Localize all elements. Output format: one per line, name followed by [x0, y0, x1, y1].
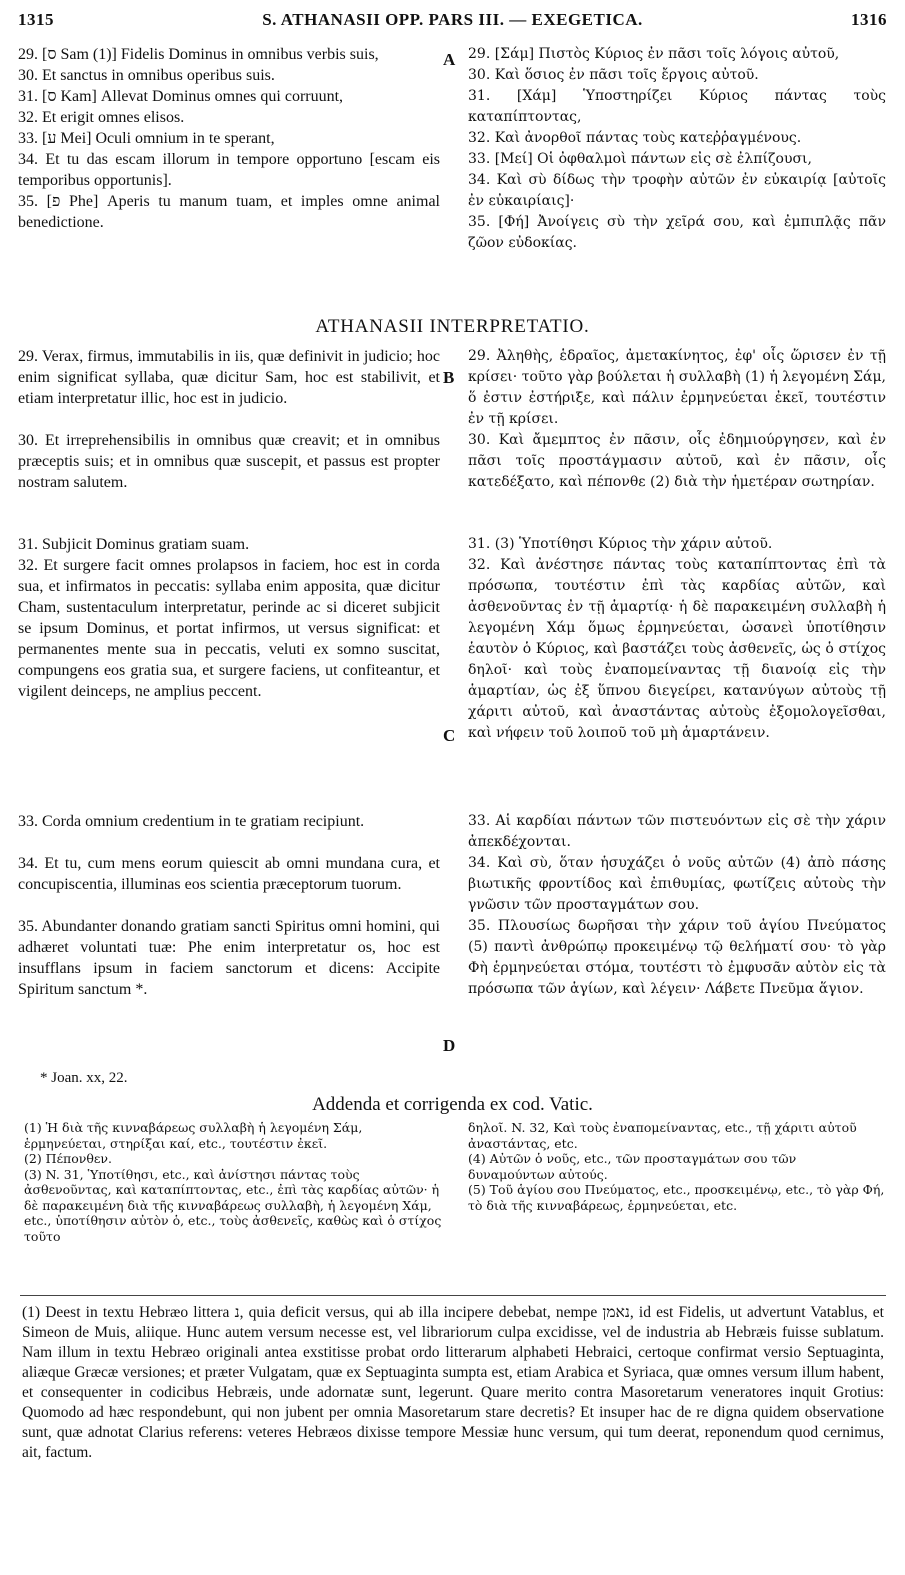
- greek-interp-32: 32. Καὶ ἀνέστησε πάντας τοὺς καταπίπτοντας ἐπὶ τὰ πρόσωπα, τουτέστιν ἐπὶ τὰς καρδίας αὐτῶν, καὶ ἀσθενοῦντας ἐν τῇ ἁμαρτίᾳ· ἡ δὲ παρακειμένη συλλαβὴ ἡ λεγομένη Χάμ ὅμως ἑρμηνεύεται, ὡσανεὶ ὑποτίθησιν ἑαυτὸν ὁ Κύριος, καὶ βαστάζει τοὺς ἀσθενεῖς, ὡς ὁ στίχος δηλοῖ· καὶ τοὺς ἐναπομείναντας τῇ διανοίᾳ εἰς τὴν ἁμαρτίαν, ὡς ἐξ ὕπνου διεγείρει, κατανύγων αὐτοὺς τῇ χάριτι αὐτοῦ, καὶ ἀναστάντας αὐτοὺς ἐξομολογεῖσθαι, καὶ νήφειν τοῦ λοιποῦ τοῦ μὴ ἁμαρτάνειν.: [468, 557, 886, 741]
- greek-verse-35: 35. [Φή] Ἀνοίγεις σὺ τὴν χεῖρά σου, καὶ ἐμπιπλᾷς πᾶν ζῶον εὐδοκίας.: [468, 214, 886, 251]
- footnote-divider: [20, 1295, 886, 1296]
- margin-marker-c: C: [443, 726, 456, 745]
- scripture-footnote: * Joan. xx, 22.: [40, 1070, 128, 1086]
- latin-verse-31: 31. [ס Kam] Allevat Dominus omnes qui corruunt,: [18, 88, 344, 105]
- latin-interp-32: 32. Et surgere facit omnes prolapsos in faciem, hoc est in corda sua, et infirmatos in peccatis: syllaba enim apposita, quæ dicitur Cham, sustentaculum interpretatur, perinde ac si diceret subjicit se ipsum Dominus, et portat infirmos, ut versus significat: et permanentes mente sua in peccatis, veluti ex somno suscitat, compungens eos gratia sua, et surgere faciens, ut confiteantur, et vigilent deinceps, ne amplius peccent.: [18, 557, 440, 700]
- greek-verse-34: 34. Καὶ σὺ δίδως τὴν τροφὴν αὐτῶν ἐν εὐκαιρίᾳ [αὐτοῖς ἐν εὐκαιρίαις]·: [468, 172, 886, 209]
- latin-interp-33: 33. Corda omnium credentium in te gratiam recipiunt.: [18, 813, 365, 830]
- latin-interp-30: 30. Et irreprehensibilis in omnibus quæ creavit; et in omnibus præceptis suis; et in omnibus quæ suscepit, et passus est propter nostram salutem.: [18, 432, 440, 491]
- running-header: [18, 10, 887, 38]
- latin-verse-35: 35. [פ Phe] Aperis tu manum tuam, et imples omne animal benedictione.: [18, 193, 440, 231]
- margin-marker-a: A: [443, 50, 456, 69]
- latin-verse-30: 30. Et sanctus in omnibus operibus suis.: [18, 67, 275, 84]
- running-title: S. ATHANASII OPP. PARS III. — EXEGETICA.: [262, 10, 643, 29]
- latin-interpretatio-column: [18, 346, 440, 1000]
- greek-verse-29: 29. [Σάμ] Πιστὸς Κύριος ἐν πᾶσι τοῖς λόγοις αὐτοῦ,: [468, 46, 840, 62]
- addenda-note-1: (1) Ἡ διὰ τῆς κινναβάρεως συλλαβὴ ἡ λεγομένη Σάμ, ἑρμηνεύεται, στηρίξαι καί, etc., τουτέστιν ἐκεῖ.: [24, 1120, 363, 1151]
- latin-verse-33: 33. [ע Mei] Oculi omnium in te sperant,: [18, 130, 275, 147]
- greek-interp-31: 31. (3) Ὑποτίθησι Κύριος τὴν χάριν αὐτοῦ.: [468, 536, 773, 552]
- addenda-note-3: (3) N. 31, Ὑποτίθησι, etc., καὶ ἀνίστησι πάντας τοὺς ἀσθενοῦντας, καὶ καταπίπτοντας, etc., ἐπὶ τὰς καρδίας αὐτῶν· ἡ δὲ παρακειμένη διὰ τῆς κινναβάρεως συλλαβὴ, ἡ λεγομένη Χάμ, etc., ὑποτίθησιν αὐτὸν ὁ, etc., τοὺς ἀσθενεῖς, καθὼς καὶ ὁ στίχος τοῦτο: [24, 1166, 442, 1244]
- latin-interp-31: 31. Subjicit Dominus gratiam suam.: [18, 536, 250, 553]
- addenda-right-column: [468, 1120, 886, 1213]
- editor-footnote: (1) Deest in textu Hebræo littera נ, quia deficit versus, qui ab illa incipere debebat, nempe נאמן, id est Fidelis, ut advertunt Vatablus, et Simeon de Muis, aliique. Hunc autem versum necesse est, vel librariorum culpa excidisse, vel de industria ab Hebræis fuisse sublatum. Nam illum in textu Hebræo originali antea exstitisse probat ordo litterarum alphabeti Hebraici, certoque confirmat versio Septuaginta, aliæque Græcæ versiones; et præter Vulgatam, quæ ex Septuaginta sumpta est, etiam Arabica et Syriaca, quæ omnes versum illum habent, et consequenter in codicibus Hebræis, unde adornatæ sunt, legerunt. Quare merito contra Masoretarum veneratores inquit Grotius: Quomodo ad hæc respondebunt, qui non jubent per omnia Masoretarum stare decretis? Et insuper hac de re digna quidem observatione sunt, quæ adnotat Clarius referens: veteres Hebræos dixisse tempore Messiæ hunc versum, qui tum deerat, reponendum quod cernimus, ait, factum.: [22, 1304, 884, 1461]
- latin-verse-34: 34. Et tu das escam illorum in tempore opportuno [escam eis temporibus opportunis].: [18, 151, 440, 189]
- greek-interpretatio-column: [468, 346, 886, 1000]
- addenda-note-3-cont: δηλοῖ. N. 32, Καὶ τοὺς ἐναπομείναντας, etc., τῇ χάριτι αὐτοῦ ἀναστάντας, etc.: [468, 1120, 857, 1151]
- latin-verse-32: 32. Et erigit omnes elisos.: [18, 109, 185, 126]
- addenda-heading: Addenda et corrigenda ex cod. Vatic.: [312, 1094, 593, 1115]
- margin-marker-d: D: [443, 1036, 456, 1055]
- latin-interp-35: 35. Abundanter donando gratiam sancti Spiritus omni homini, qui adhæret voluntati tuæ: Phe enim interpretatur os, hoc est insufflans ipsum in faciem sanctorum et dicens: Accipite Spiritum sanctum *.: [18, 918, 440, 998]
- page-number-right: 1316: [851, 10, 887, 29]
- greek-verse-32: 32. Καὶ ἀνορθοῖ πάντας τοὺς κατεῤῥαγμένους.: [468, 130, 802, 146]
- latin-interp-29: 29. Verax, firmus, immutabilis in iis, quæ definivit in judicio; hoc enim significat syllaba, quæ dicitur Sam, hoc est stabilivit, et etiam interpretatur illic, hoc est in judicio.: [18, 348, 440, 407]
- greek-interp-34: 34. Καὶ σὺ, ὅταν ἡσυχάζει ὁ νοῦς αὐτῶν (4) ἀπὸ πάσης βιωτικῆς φροντίδος καὶ ἐπιθυμίας, φωτίζεις αὐτοὺς τὴν γνῶσιν τῶν προσταγμάτων σου.: [468, 855, 886, 913]
- addenda-note-2: (2) Πέπονθεν.: [24, 1151, 112, 1166]
- greek-verse-31: 31. [Χάμ] Ὑποστηρίζει Κύριος πάντας τοὺς καταπίπτοντας,: [468, 88, 886, 125]
- greek-interp-30: 30. Καὶ ἄμεμπτος ἐν πᾶσιν, οἷς ἐδημιούργησεν, καὶ ἐν πᾶσι τοῖς προστάγμασιν αὐτοῦ, καὶ ἐν πᾶσιν, οἷς κατεδέξατο, καὶ πέπονθε (2) διὰ τὴν ἡμετέραν σωτηρίαν.: [468, 432, 886, 490]
- addenda-left-column: [24, 1120, 444, 1244]
- greek-interp-33: 33. Αἱ καρδίαι πάντων τῶν πιστευόντων εἰς σὲ τὴν χάριν ἀπεκδέχονται.: [468, 813, 886, 850]
- greek-verse-30: 30. Καὶ ὅσιος ἐν πᾶσι τοῖς ἔργοις αὐτοῦ.: [468, 67, 759, 83]
- latin-verse-29: 29. [ס Sam (1)] Fidelis Dominus in omnibus verbis suis,: [18, 46, 379, 63]
- addenda-note-5: (5) Τοῦ ἁγίου σου Πνεύματος, etc., προσκειμένῳ, etc., τὸ γὰρ Φή, τὸ διὰ τῆς κινναβάρεως, ἑρμηνεύεται, etc.: [468, 1182, 885, 1213]
- greek-interp-29: 29. Ἀληθὴς, ἑδραῖος, ἀμετακίνητος, ἐφ' οἷς ὥρισεν ἐν τῇ κρίσει· τοῦτο γὰρ βούλεται ἡ συλλαβὴ (1) ἡ λεγομένη Σάμ, ὅ ἐστιν ἐστήριξε, καὶ πάλιν ἑρμηνεύεται ἐκεῖ, τουτέστιν ἐν τῇ κρίσει.: [468, 348, 886, 427]
- greek-verse-33: 33. [Μεί] Οἱ ὀφθαλμοὶ πάντων εἰς σὲ ἐλπίζουσι,: [468, 151, 812, 167]
- greek-interp-35: 35. Πλουσίως δωρῆσαι τὴν χάριν τοῦ ἁγίου Πνεύματος (5) παντὶ ἀνθρώπῳ προκειμένῳ τῷ θελήματί σου· τὸ γὰρ Φὴ ἑρμηνεύεται στόμα, τουτέστι τὸ ἐμφυσᾶν αὐτὸν εἰς τὰ πρόσωπα τῶν ἁγίων, καὶ λέγειν· Λάβετε Πνεῦμα ἅγιον.: [468, 918, 886, 997]
- page-number-left: 1315: [18, 10, 54, 29]
- latin-scripture-column: [18, 44, 440, 233]
- addenda-note-4: (4) Αὐτῶν ὁ νοῦς, etc., τῶν προσταγμάτων σου τῶν δυναμούντων αὐτούς.: [468, 1151, 797, 1182]
- margin-marker-b: B: [443, 368, 455, 387]
- latin-interp-34: 34. Et tu, cum mens eorum quiescit ab omni mundana cura, et concupiscentia, illuminas eos scientia præceptorum tuorum.: [18, 855, 440, 893]
- greek-scripture-column: [468, 44, 886, 254]
- interpretatio-heading: ATHANASII INTERPRETATIO.: [315, 316, 590, 337]
